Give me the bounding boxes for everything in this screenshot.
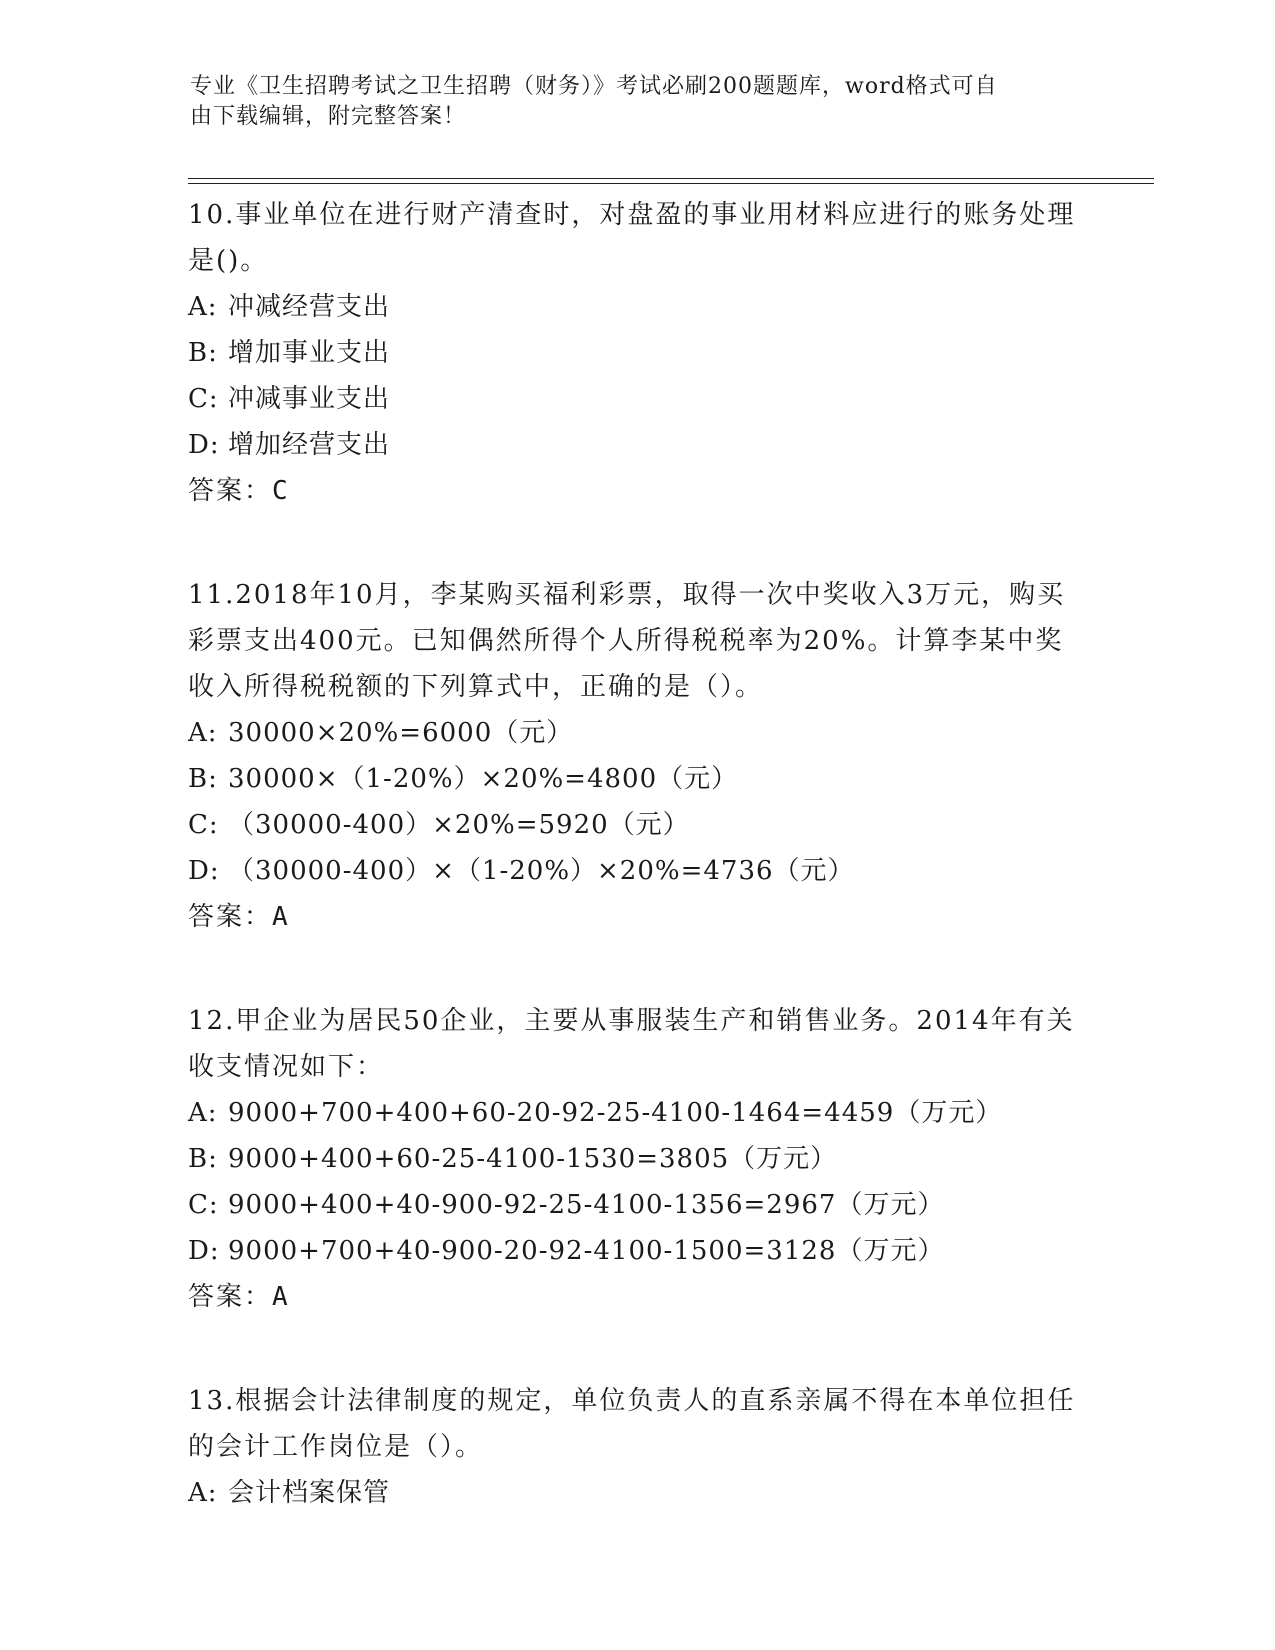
answer-label: 答案： (188, 902, 273, 932)
option-text: 冲减经营支出 (228, 292, 391, 322)
option-text: （30000-400）×20%=5920（元） (228, 810, 690, 840)
option-letter: B: (188, 1144, 218, 1174)
option-letter: C: (188, 810, 219, 840)
question-text: 13.根据会计法律制度的规定，单位负责人的直系亲属不得在本单位担任的会计工作岗位是（）。 (188, 1386, 1076, 1462)
option-text: 9000+700+40-900-20-92-4100-1500=3128（万元） (228, 1236, 945, 1266)
option-letter: B: (188, 764, 218, 794)
question-10 (188, 192, 1088, 514)
question-12 (188, 998, 1088, 1320)
option-letter: C: (188, 384, 219, 414)
option-text: 9000+400+60-25-4100-1530=3805（万元） (228, 1144, 838, 1174)
option-text: 增加经营支出 (228, 430, 391, 460)
answer-value: A (272, 902, 288, 932)
option-letter: A: (188, 718, 218, 748)
answer-line (188, 894, 1088, 940)
option-letter: A: (188, 1098, 218, 1128)
header-line-2: 由下载编辑，附完整答案！ (190, 104, 467, 129)
answer-line (188, 1274, 1088, 1320)
option-letter: A: (188, 292, 218, 322)
option-c (188, 802, 1088, 848)
answer-value: A (272, 1282, 288, 1312)
option-c (188, 1182, 1088, 1228)
document-header (190, 72, 1090, 132)
question-text: 10.事业单位在进行财产清查时，对盘盈的事业用材料应进行的账务处理是()。 (188, 200, 1076, 276)
option-text: 会计档案保管 (228, 1478, 391, 1508)
answer-label: 答案： (188, 476, 273, 506)
option-c (188, 376, 1088, 422)
option-letter: B: (188, 338, 218, 368)
header-line-1: 专业《卫生招聘考试之卫生招聘（财务）》考试必刷200题题库，word格式可自 (190, 74, 998, 99)
header-divider-top (188, 178, 1154, 179)
option-text: 30000×（1-20%）×20%=4800（元） (228, 764, 739, 794)
question-text: 11.2018年10月，李某购买福利彩票，取得一次中奖收入3万元，购买彩票支出400元。已知偶然所得个人所得税税率为20%。计算李某中奖收入所得税税额的下列算式中，正确的是（）。 (188, 580, 1066, 702)
option-b (188, 1136, 1088, 1182)
option-a (188, 1470, 1088, 1516)
option-text: 冲减事业支出 (228, 384, 391, 414)
option-letter: D: (188, 430, 220, 460)
option-a (188, 1090, 1088, 1136)
option-d (188, 848, 1088, 894)
option-letter: C: (188, 1190, 219, 1220)
option-text: 9000+700+400+60-20-92-25-4100-1464=4459（万元） (228, 1098, 1003, 1128)
option-text: （30000-400）×（1-20%）×20%=4736（元） (228, 856, 855, 886)
option-letter: D: (188, 1236, 220, 1266)
question-list (188, 192, 1088, 1574)
option-text: 增加事业支出 (228, 338, 391, 368)
option-a (188, 710, 1088, 756)
option-d (188, 1228, 1088, 1274)
question-text: 12.甲企业为居民50企业，主要从事服装生产和销售业务。2014年有关收支情况如下： (188, 1006, 1075, 1082)
option-a (188, 284, 1088, 330)
option-d (188, 422, 1088, 468)
option-letter: A: (188, 1478, 218, 1508)
answer-value: C (272, 476, 288, 506)
option-b (188, 756, 1088, 802)
header-divider-bottom (188, 183, 1154, 184)
option-text: 9000+400+40-900-92-25-4100-1356=2967（万元） (228, 1190, 945, 1220)
answer-line (188, 468, 1088, 514)
question-13 (188, 1378, 1088, 1516)
question-11 (188, 572, 1088, 940)
option-b (188, 330, 1088, 376)
option-letter: D: (188, 856, 220, 886)
answer-label: 答案： (188, 1282, 273, 1312)
option-text: 30000×20%=6000（元） (228, 718, 574, 748)
